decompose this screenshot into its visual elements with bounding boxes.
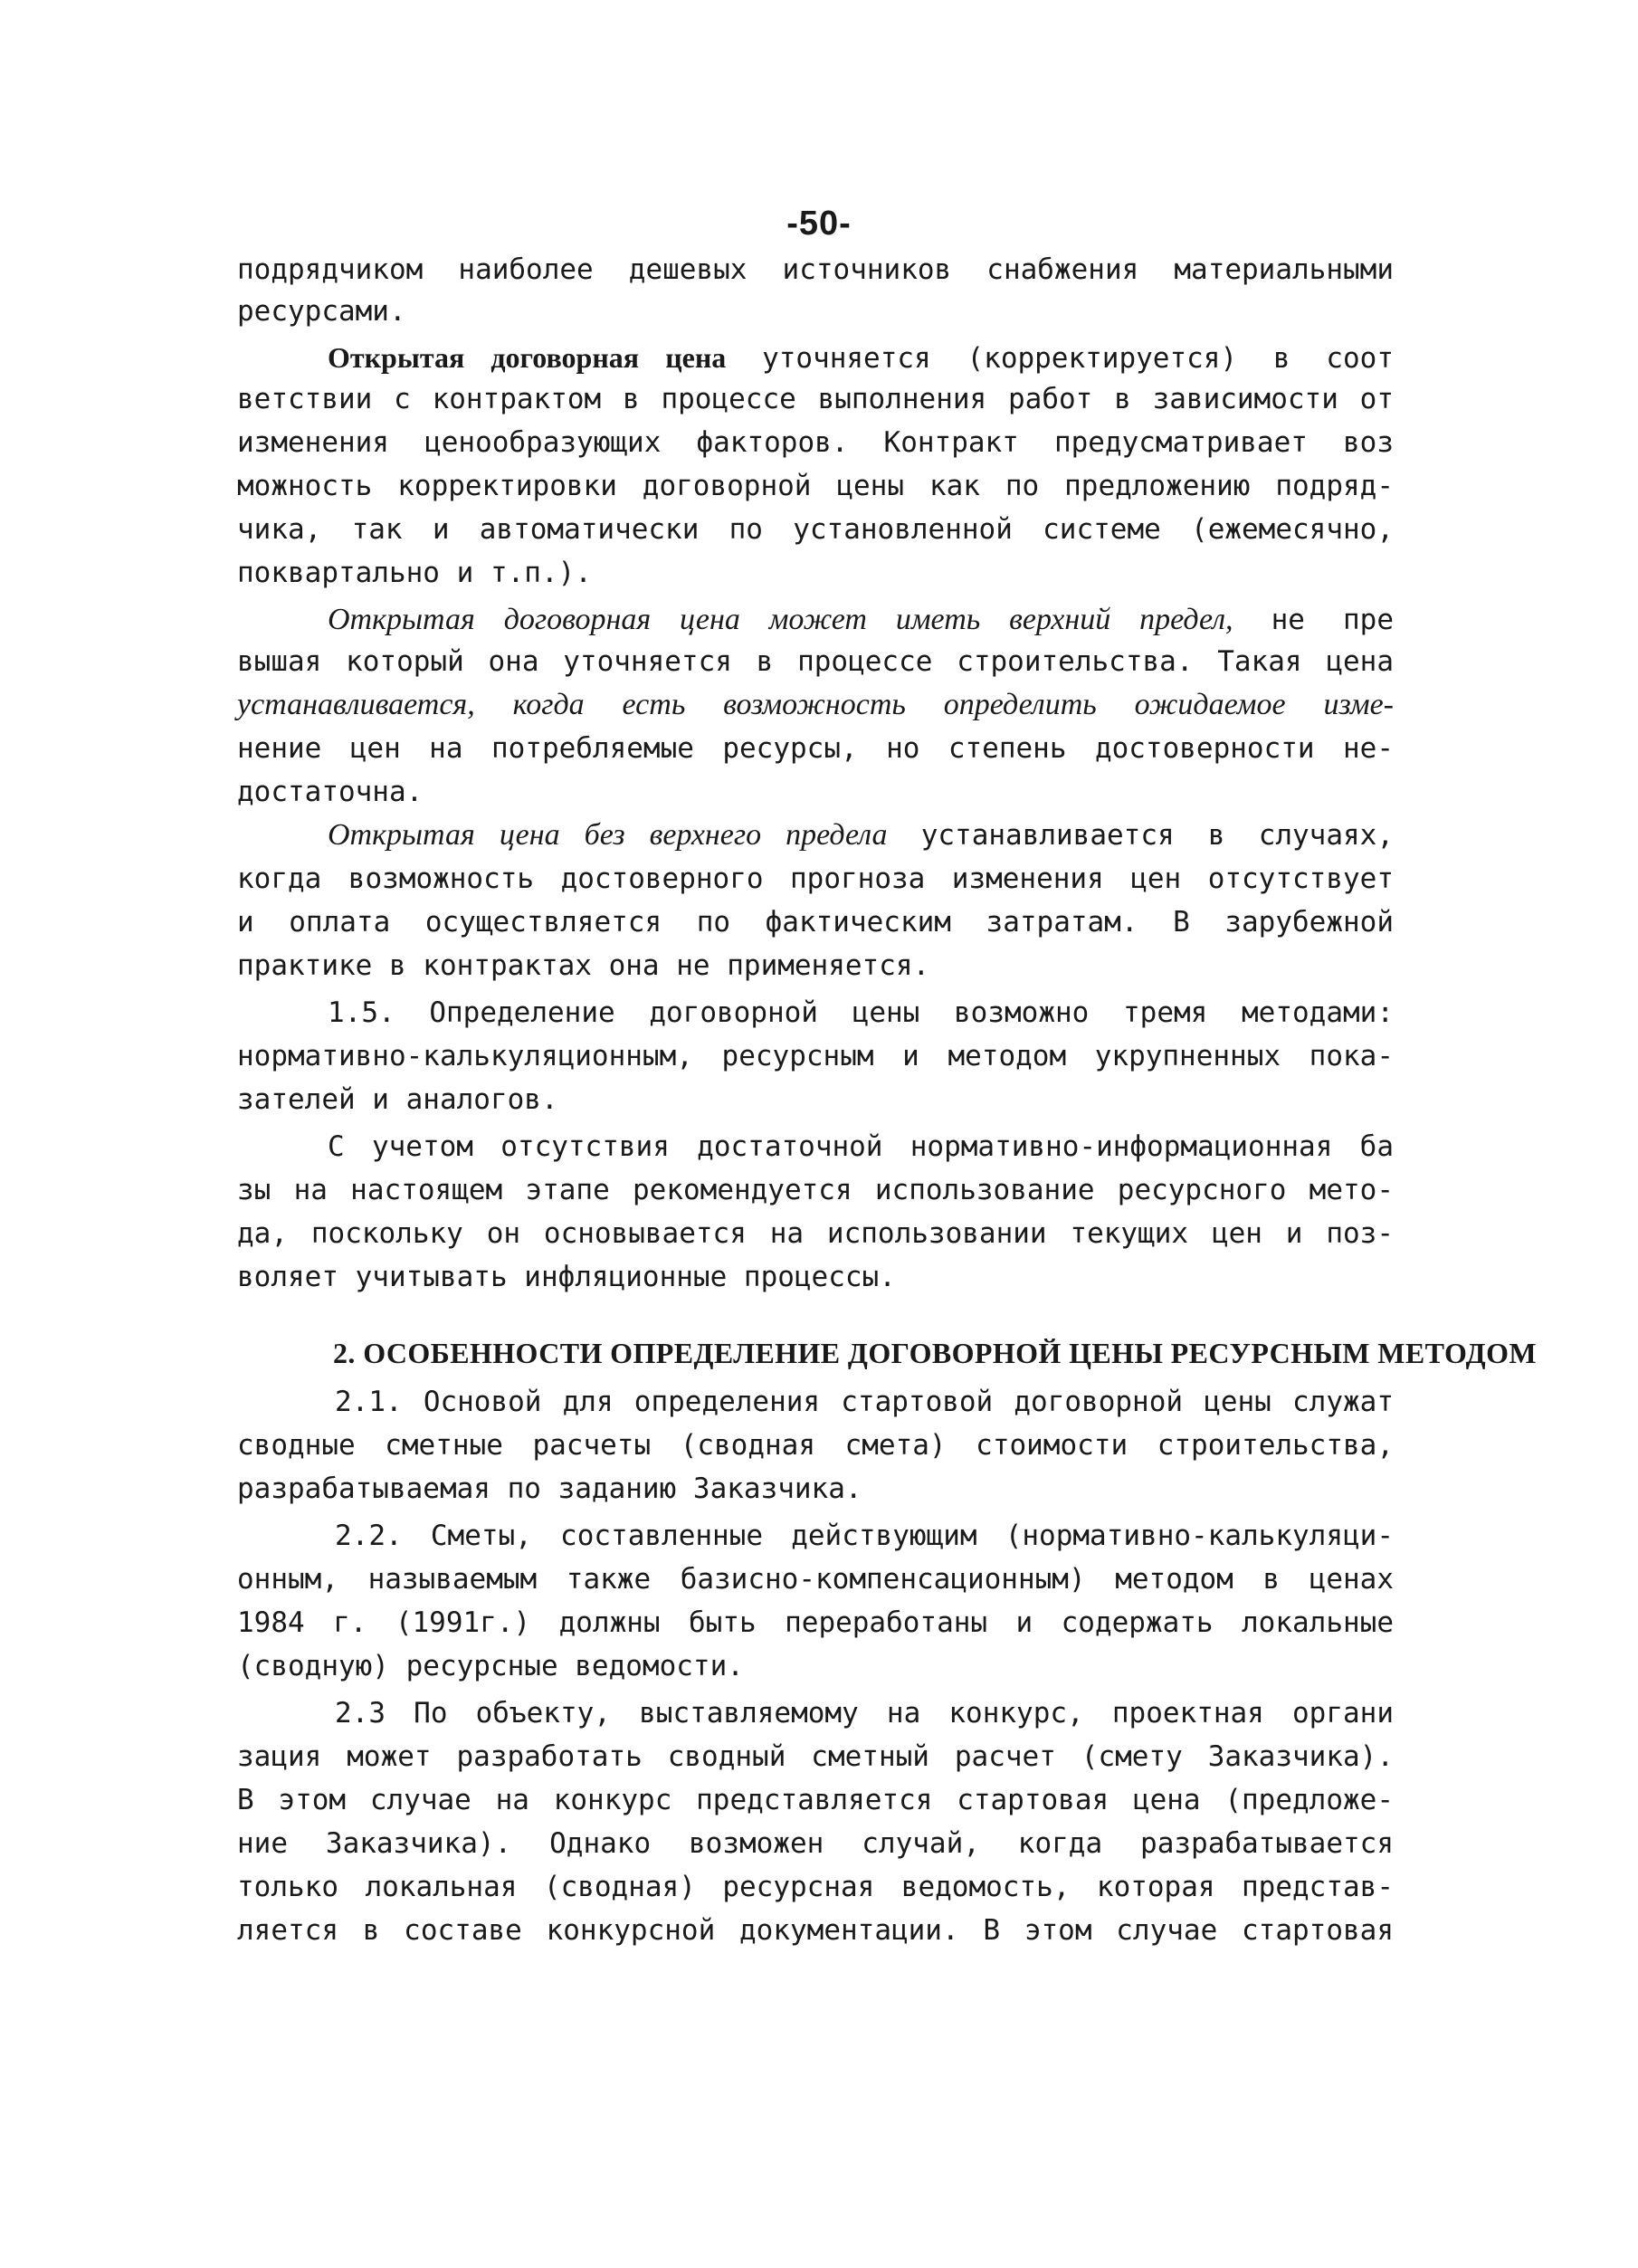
section-heading: 2. ОСОБЕННОСТИ ОПРЕДЕЛЕНИЕ ДОГОВОРНОЙ ЦЕНЫ РЕСУРСНЫМ МЕТОДОМ xyxy=(333,1337,1537,1369)
text-line: ние Заказчика). Однако возможен случай, когда разрабатывается xyxy=(237,1827,1394,1860)
text-line: сводные сметные расчеты (сводная смета) стоимости строительства, xyxy=(237,1429,1394,1462)
text-line: изменения ценообразующих факторов. Контракт предусматривает воз xyxy=(237,426,1394,459)
text-line: зы на настоящем этапе рекомендуется использование ресурсного мето- xyxy=(237,1174,1394,1206)
text-line: ветствии с контрактом в процессе выполнения работ в зависимости от xyxy=(237,383,1394,415)
text-line: и оплата осуществляется по фактическим затратам. В зарубежной xyxy=(237,906,1394,939)
text-line: 1.5. Определение договорной цены возможно тремя методами: xyxy=(328,996,1394,1029)
text-line: (сводную) ресурсные ведомости. xyxy=(237,1650,744,1682)
italic-term: устанавливается, когда есть возможность определить ожидаемое изме- xyxy=(237,688,1394,721)
text-line: чика, так и автоматически по установленной системе (ежемесячно, xyxy=(237,513,1394,546)
text-line: Открытая договорная цена может иметь верхний предел, не пре xyxy=(328,603,1394,636)
text-line: подрядчиком наиболее дешевых источников снабжения материальными xyxy=(237,253,1394,286)
text-line: вышая который она уточняется в процессе строительства. Такая цена xyxy=(237,645,1394,678)
page-number: -50- xyxy=(786,205,852,243)
text-line: 2.3 По объекту, выставляемому на конкурс, проектная органи xyxy=(335,1697,1394,1730)
italic-term: Открытая цена без верхнего предела xyxy=(328,818,888,852)
text-line: можность корректировки договорной цены как по предложению подряд- xyxy=(237,470,1394,502)
text-line: поквартально и т.п.). xyxy=(237,557,592,589)
text-line: С учетом отсутствия достаточной нормативно-информационная ба xyxy=(328,1130,1394,1163)
text-line: нормативно-калькуляционным, ресурсным и методом укрупненных пока- xyxy=(237,1040,1394,1072)
text-line: ляется в составе конкурсной документации. В этом случае стартовая xyxy=(237,1914,1394,1947)
text-line: В этом случае на конкурс представляется стартовая цена (предложе- xyxy=(237,1784,1394,1816)
text-line: ресурсами. xyxy=(237,295,406,328)
text-line: 1984 г. (1991г.) должны быть переработаны и содержать локальные xyxy=(237,1606,1394,1639)
text-line: да, поскольку он основывается на использовании текущих цен и поз- xyxy=(237,1217,1394,1250)
bold-term: Открытая договорная цена xyxy=(328,341,727,374)
text-line: разрабатываемая по заданию Заказчика. xyxy=(237,1472,862,1505)
text-line: Открытая договорная цена уточняется (корректируется) в соот xyxy=(328,341,1394,375)
text-line: практике в контрактах она не применяется. xyxy=(237,949,930,982)
text-line: только локальная (сводная) ресурсная ведомость, которая представ- xyxy=(237,1871,1394,1903)
text-line: онным, называемым также базисно-компенсационным) методом в ценах xyxy=(237,1563,1394,1596)
text-line xyxy=(237,684,1394,726)
text-line: нение цен на потребляемые ресурсы, но степень достоверности не- xyxy=(237,732,1394,765)
text-line: достаточна. xyxy=(237,776,424,808)
text-line: зация может разработать сводный сметный расчет (смету Заказчика). xyxy=(237,1740,1394,1773)
text-line: когда возможность достоверного прогноза изменения цен отсутствует xyxy=(237,862,1394,895)
italic-term: Открытая договорная цена может иметь верхний предел, xyxy=(328,603,1233,636)
text-line: воляет учитывать инфляционные процессы. xyxy=(237,1261,896,1293)
text-line: зателей и аналогов. xyxy=(237,1083,558,1116)
text-line: 2.2. Сметы, составленные действующим (нормативно-калькуляци- xyxy=(335,1520,1394,1552)
text-line: 2.1. Основой для определения стартовой договорной цены служат xyxy=(335,1386,1394,1418)
text-line: Открытая цена без верхнего предела устанавливается в случаях, xyxy=(328,818,1395,852)
